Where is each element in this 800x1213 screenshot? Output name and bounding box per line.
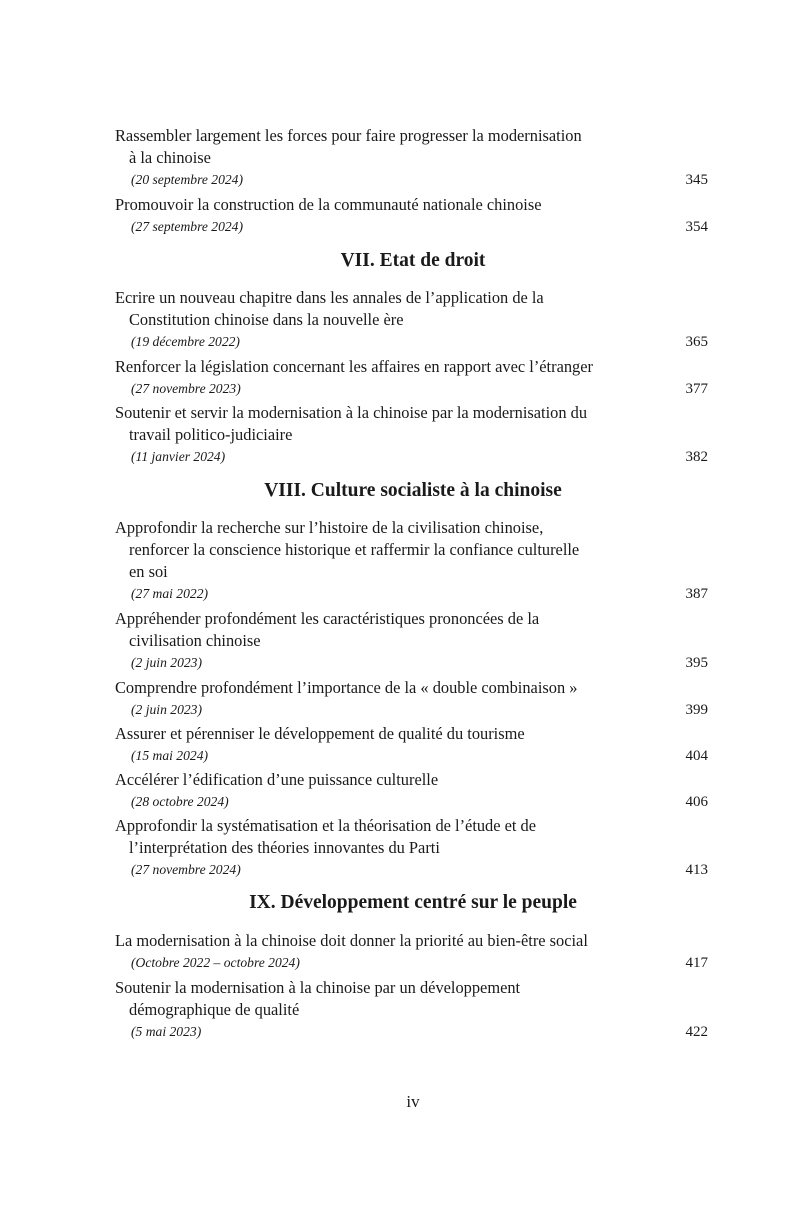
- page-number: 417: [685, 955, 708, 971]
- entry-date: (28 octobre 2024): [131, 794, 229, 809]
- toc-entry: [115, 977, 708, 1043]
- entry-title: démographique de qualité: [129, 1000, 300, 1019]
- entry-date: (Octobre 2022 – octobre 2024): [131, 955, 300, 970]
- entry-title: Comprendre profondément l’importance de la « double combinaison »: [115, 678, 578, 697]
- toc-entry: [115, 194, 708, 238]
- entry-date: (27 mai 2022): [131, 586, 209, 601]
- entry-date: (27 novembre 2023): [131, 381, 241, 396]
- entry-date: (2 juin 2023): [131, 702, 202, 717]
- page-number: 395: [685, 655, 708, 671]
- section-heading: IX. Développement centré sur le peuple: [249, 892, 577, 913]
- toc-entry: [115, 287, 708, 353]
- page-number: 382: [685, 449, 708, 465]
- page-number: 413: [685, 862, 708, 878]
- entry-date: (15 mai 2024): [131, 748, 209, 763]
- page-number: 399: [685, 702, 708, 718]
- toc-entry: [115, 723, 708, 767]
- toc-entry: [115, 125, 708, 191]
- page-number: 345: [685, 172, 708, 188]
- entry-title: Soutenir et servir la modernisation à la chinoise par la modernisation du: [115, 403, 588, 422]
- page-number: 404: [685, 748, 708, 764]
- entry-date: (27 septembre 2024): [131, 219, 243, 234]
- page-number: 422: [685, 1024, 708, 1040]
- entry-title: en soi: [129, 562, 168, 581]
- entry-title: Rassembler largement les forces pour faire progresser la modernisation: [115, 126, 582, 145]
- section-heading: VIII. Culture socialiste à la chinoise: [264, 480, 562, 501]
- entry-date: (20 septembre 2024): [131, 172, 243, 187]
- toc-entry: [115, 930, 708, 974]
- page-number: 406: [685, 794, 708, 810]
- toc-entry: [115, 356, 708, 400]
- page-number: 377: [685, 381, 708, 397]
- toc-entry: [115, 769, 708, 813]
- toc-entry: [115, 608, 708, 674]
- entry-title: Constitution chinoise dans la nouvelle ère: [129, 310, 404, 329]
- page-folio: iv: [406, 1092, 420, 1111]
- entry-title: travail politico-judiciaire: [129, 425, 293, 444]
- entry-date: (27 novembre 2024): [131, 862, 241, 877]
- toc-entry: [115, 517, 708, 605]
- entry-title: à la chinoise: [129, 148, 211, 167]
- entry-title: renforcer la conscience historique et raffermir la confiance culturelle: [129, 540, 580, 559]
- toc-entry: [115, 402, 708, 468]
- entry-title: Ecrire un nouveau chapitre dans les annales de l’application de la: [115, 288, 544, 307]
- page-number: 365: [685, 334, 708, 350]
- toc-entry: [115, 815, 708, 881]
- entry-title: civilisation chinoise: [129, 631, 261, 650]
- entry-date: (11 janvier 2024): [131, 449, 226, 464]
- toc-entry: [115, 677, 708, 721]
- entry-date: (5 mai 2023): [131, 1024, 202, 1039]
- entry-title: Soutenir la modernisation à la chinoise par un développement: [115, 978, 521, 997]
- entry-title: Accélérer l’édification d’une puissance culturelle: [115, 770, 439, 789]
- entry-date: (19 décembre 2022): [131, 334, 240, 349]
- page-number: 387: [685, 586, 708, 602]
- entry-title: Promouvoir la construction de la communauté nationale chinoise: [115, 195, 542, 214]
- entry-title: Renforcer la législation concernant les affaires en rapport avec l’étranger: [115, 357, 593, 376]
- entry-title: La modernisation à la chinoise doit donner la priorité au bien-être social: [115, 931, 588, 950]
- entry-title: l’interprétation des théories innovantes du Parti: [129, 838, 440, 857]
- section-heading: VII. Etat de droit: [340, 250, 486, 271]
- entry-title: Approfondir la recherche sur l’histoire de la civilisation chinoise,: [115, 518, 544, 537]
- page-number: 354: [685, 219, 708, 235]
- entry-title: Approfondir la systématisation et la théorisation de l’étude et de: [115, 816, 537, 835]
- entry-date: (2 juin 2023): [131, 655, 202, 670]
- entry-title: Assurer et pérenniser le développement de qualité du tourisme: [115, 724, 525, 743]
- entry-title: Appréhender profondément les caractéristiques prononcées de la: [115, 609, 540, 628]
